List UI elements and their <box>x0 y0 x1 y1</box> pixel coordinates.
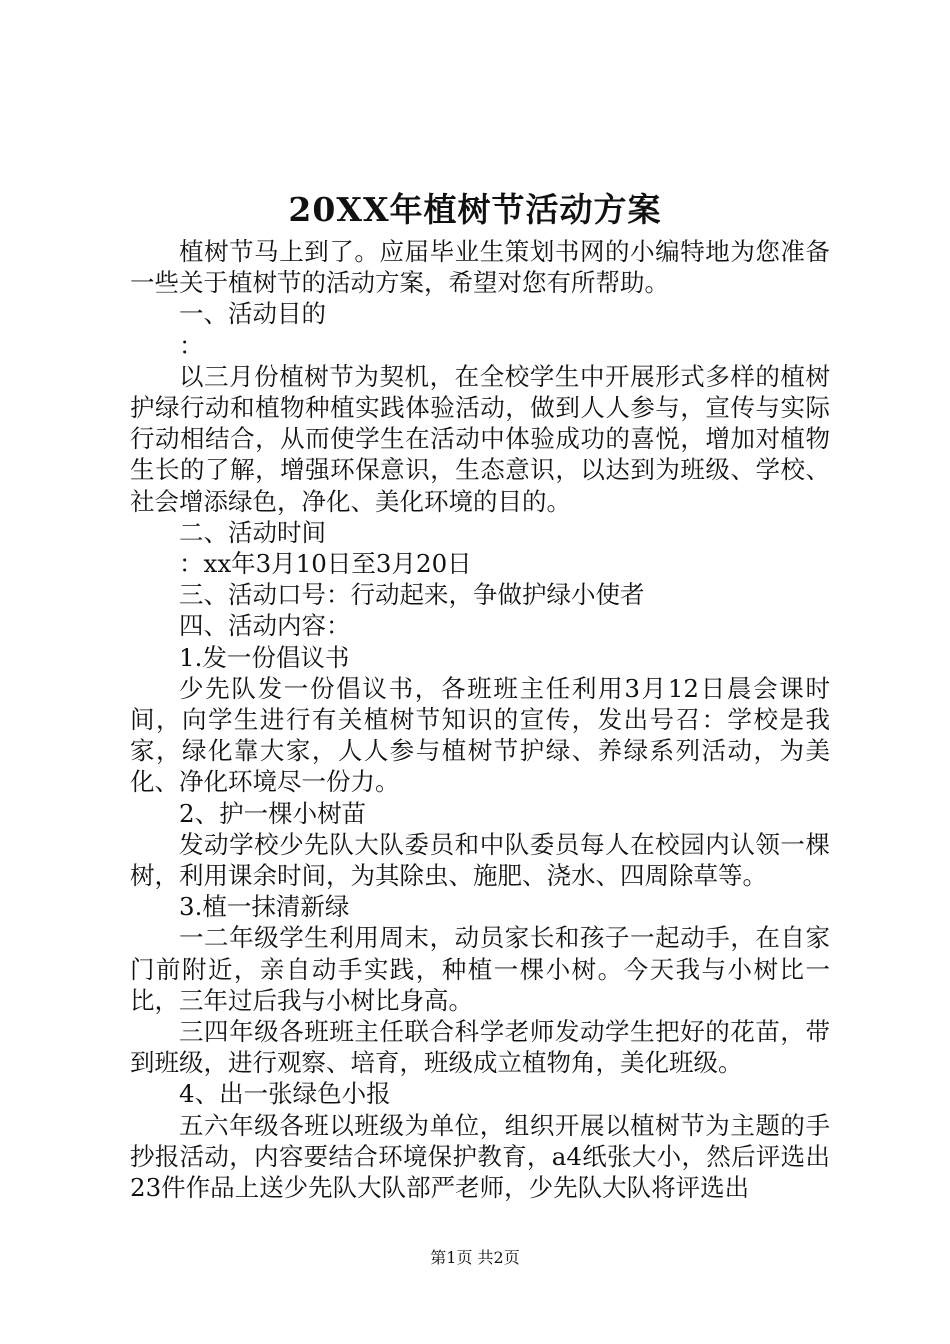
purpose-paragraph: 以三月份植树节为契机，在全校学生中开展形式多样的植树护绿行动和植物种植实践体验活动，做到人人参与，宣传与实际行动相结合，从而使学生在活动中体验成功的喜悦，增加对植物生长的了解，增强环保意识，生态意识，以达到为班级、学校、社会增添绿色，净化、美化环境的目的。 <box>130 361 830 516</box>
time-paragraph: ：xx年3月10日至3月20日 <box>179 549 472 579</box>
page-footer: 第1页 共2页 <box>430 1248 520 1267</box>
item-heading-4: 4、出一张绿色小报 <box>179 1079 391 1109</box>
item-heading-2: 2、护一棵小树苗 <box>179 798 367 828</box>
item-paragraph-1: 少先队发一份倡议书，各班班主任利用3月12日晨会课时间，向学生进行有关植树节知识的宣传，发出号召：学校是我家，绿化靠大家，人人参与植树节护绿、养绿系列活动，为美化、净化环境尽一份力。 <box>130 673 830 797</box>
intro-paragraph: 植树节马上到了。应届毕业生策划书网的小编特地为您准备一些关于植树节的活动方案，希望对您有所帮助。 <box>130 237 830 298</box>
item-heading-1: 1.发一份倡议书 <box>179 642 350 672</box>
section-heading-purpose: 一、活动目的 <box>179 299 326 329</box>
purpose-colon: ： <box>179 330 204 360</box>
item-paragraph-3a: 一二年级学生利用周末，动员家长和孩子一起动手，在自家门前附近，亲自动手实践，种植一棵小树。今天我与小树比一比，三年过后我与小树比身高。 <box>130 923 830 1015</box>
document-title: 20XX年植树节活动方案 <box>288 190 662 229</box>
item-paragraph-2: 发动学校少先队大队委员和中队委员每人在校园内认领一棵树，利用课余时间，为其除虫、施肥、浇水、四周除草等。 <box>130 829 830 891</box>
item-paragraph-3b: 三四年级各班班主任联合科学老师发动学生把好的花苗，带到班级，进行观察、培育，班级成立植物角，美化班级。 <box>130 1017 830 1078</box>
section-heading-content: 四、活动内容： <box>179 611 351 641</box>
document-body <box>130 236 830 1203</box>
section-heading-slogan: 三、活动口号：行动起来，争做护绿小使者 <box>179 580 645 610</box>
section-heading-time: 二、活动时间 <box>179 517 326 547</box>
item-paragraph-4: 五六年级各班以班级为单位，组织开展以植树节为主题的手抄报活动，内容要结合环境保护教育，a4纸张大小，然后评选出23件作品上送少先队大队部严老师，少先队大队将评选出 <box>130 1110 830 1203</box>
item-heading-3: 3.植一抹清新绿 <box>179 892 350 922</box>
